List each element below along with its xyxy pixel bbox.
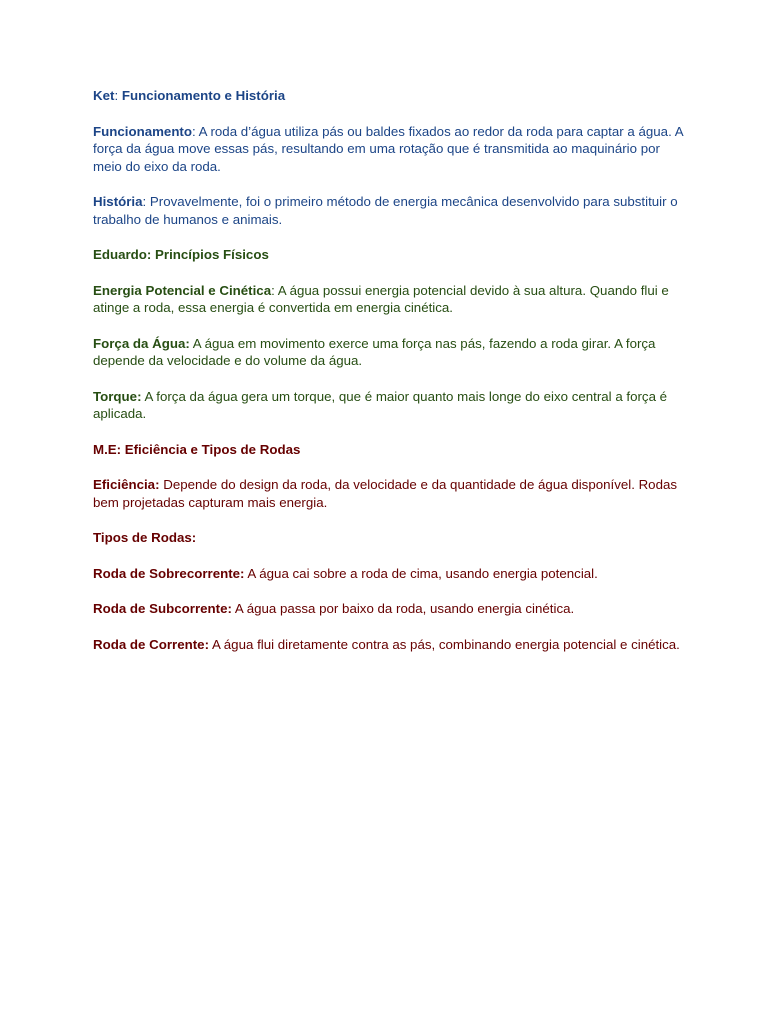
eficiencia-text: Depende do design da roda, da velocidade e da quantidade de água disponível. Rodas bem projetadas capturam mais energia. bbox=[93, 477, 678, 510]
sobrecorrente-paragraph bbox=[93, 565, 683, 583]
tipos-heading bbox=[93, 529, 683, 547]
ket-heading bbox=[93, 87, 683, 105]
funcionamento-paragraph bbox=[93, 123, 683, 176]
historia-text: : Provavelmente, foi o primeiro método de energia mecânica desenvolvido para substituir o trabalho de humanos e animais. bbox=[93, 194, 678, 227]
torque-label: Torque: bbox=[93, 388, 142, 404]
funcionamento-text: : A roda d’água utiliza pás ou baldes fixados ao redor da roda para captar a água. A força da água move essas pás, resultando em uma rotação que é transmitida ao maquinário por meio do eixo da roda. bbox=[93, 123, 683, 174]
ket-heading-title: Funcionamento e História bbox=[121, 88, 286, 103]
historia-label: História bbox=[93, 194, 143, 209]
eduardo-heading bbox=[93, 246, 683, 264]
energia-text: : A água possui energia potencial devido à sua altura. Quando flui e atinge a roda, essa energia é convertida em energia cinética. bbox=[93, 282, 669, 315]
energia-label: Energia Potencial e Cinética bbox=[93, 282, 272, 298]
tipos-heading-text: Tipos de Rodas: bbox=[93, 530, 197, 545]
corrente-paragraph bbox=[93, 636, 683, 654]
torque-paragraph bbox=[93, 388, 683, 423]
torque-text: A força da água gera um torque, que é maior quanto mais longe do eixo central a força é aplicada. bbox=[93, 388, 668, 421]
sobrecorrente-label: Roda de Sobrecorrente: bbox=[93, 565, 245, 581]
eduardo-heading-text: Eduardo: Princípios Físicos bbox=[93, 247, 269, 262]
forca-text: A água em movimento exerce uma força nas pás, fazendo a roda girar. A força depende da velocidade e do volume da água. bbox=[93, 335, 656, 368]
funcionamento-label: Funcionamento bbox=[93, 123, 192, 139]
subcorrente-paragraph bbox=[93, 600, 683, 618]
eficiencia-label: Eficiência: bbox=[93, 477, 160, 492]
energia-paragraph bbox=[93, 282, 683, 317]
me-heading bbox=[93, 441, 683, 459]
eficiencia-paragraph bbox=[93, 476, 683, 511]
ket-heading-sep: : bbox=[114, 88, 122, 103]
me-heading-text: M.E: Eficiência e Tipos de Rodas bbox=[93, 441, 301, 457]
sobrecorrente-text: A água cai sobre a roda de cima, usando energia potencial. bbox=[244, 565, 598, 581]
subcorrente-label: Roda de Subcorrente: bbox=[93, 601, 232, 616]
subcorrente-text: A água passa por baixo da roda, usando energia cinética. bbox=[231, 601, 575, 616]
corrente-text: A água flui diretamente contra as pás, combinando energia potencial e cinética. bbox=[209, 636, 680, 652]
document-page bbox=[93, 87, 683, 671]
forca-paragraph bbox=[93, 335, 683, 370]
ket-name: Ket bbox=[93, 88, 115, 103]
historia-paragraph bbox=[93, 193, 683, 228]
forca-label: Força da Água: bbox=[93, 335, 190, 351]
corrente-label: Roda de Corrente: bbox=[93, 636, 209, 652]
